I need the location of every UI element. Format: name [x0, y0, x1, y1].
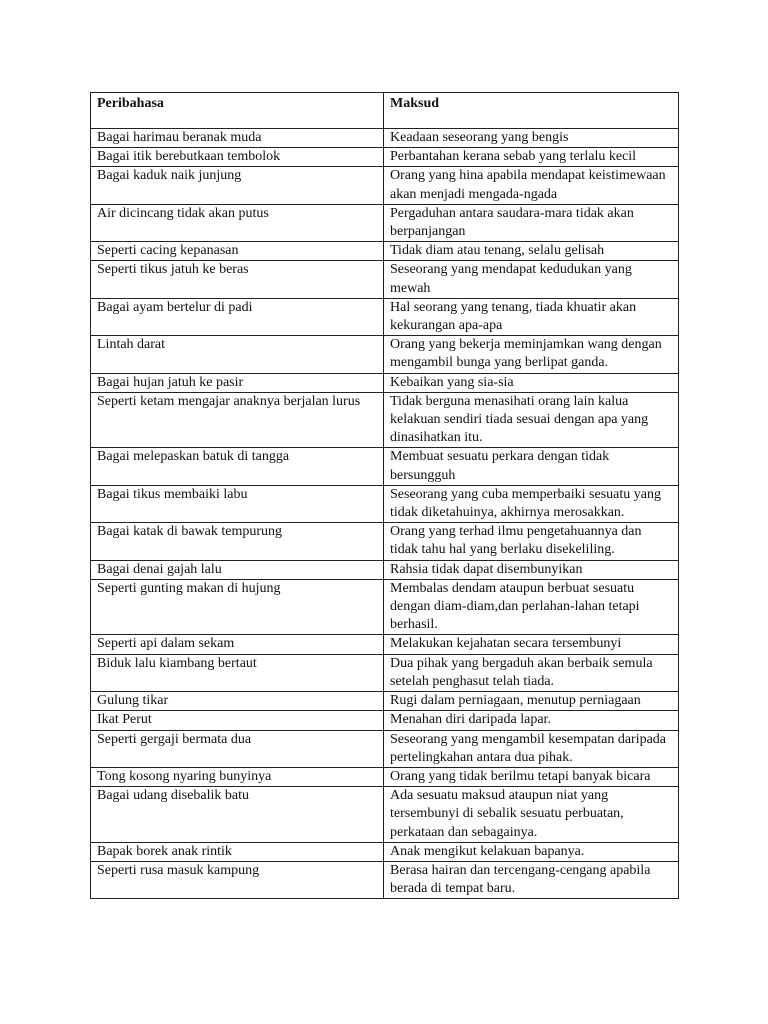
- proverb-cell: Seperti gergaji bermata dua: [91, 730, 384, 767]
- proverb-cell: Bagai udang disebalik batu: [91, 787, 384, 843]
- table-row: [91, 579, 679, 635]
- meaning-cell: Tidak berguna menasihati orang lain kalua kelakuan sendiri tiada sesuai dengan apa yang dinasihatkan itu.: [384, 392, 679, 448]
- table-body: [91, 129, 679, 899]
- table-row: [91, 373, 679, 392]
- proverb-cell: Bagai denai gajah lalu: [91, 560, 384, 579]
- table-row: [91, 392, 679, 448]
- meaning-cell: Orang yang terhad ilmu pengetahuannya dan tidak tahu hal yang berlaku disekeliling.: [384, 523, 679, 560]
- proverb-cell: Seperti gunting makan di hujung: [91, 579, 384, 635]
- table-row: [91, 204, 679, 241]
- table-row: [91, 635, 679, 654]
- meaning-cell: Rahsia tidak dapat disembunyikan: [384, 560, 679, 579]
- proverb-cell: Ikat Perut: [91, 711, 384, 730]
- table-row: [91, 148, 679, 167]
- table-row: [91, 242, 679, 261]
- proverb-cell: Seperti cacing kepanasan: [91, 242, 384, 261]
- meaning-cell: Ada sesuatu maksud ataupun niat yang tersembunyi di sebalik sesuatu perbuatan, perkataan dan sebagainya.: [384, 787, 679, 843]
- proverb-cell: Seperti rusa masuk kampung: [91, 861, 384, 898]
- proverb-cell: Seperti ketam mengajar anaknya berjalan lurus: [91, 392, 384, 448]
- proverb-cell: Seperti tikus jatuh ke beras: [91, 261, 384, 298]
- proverb-cell: Bapak borek anak rintik: [91, 842, 384, 861]
- table-row: [91, 861, 679, 898]
- meaning-cell: Seseorang yang mendapat kedudukan yang mewah: [384, 261, 679, 298]
- table-row: [91, 787, 679, 843]
- proverb-cell: Lintah darat: [91, 336, 384, 373]
- proverb-cell: Biduk lalu kiambang bertaut: [91, 654, 384, 691]
- proverb-cell: Seperti api dalam sekam: [91, 635, 384, 654]
- proverb-cell: Bagai ayam bertelur di padi: [91, 298, 384, 335]
- table-row: [91, 485, 679, 522]
- table-row: [91, 730, 679, 767]
- meaning-cell: Membuat sesuatu perkara dengan tidak bersungguh: [384, 448, 679, 485]
- table-row: [91, 298, 679, 335]
- meaning-cell: Keadaan seseorang yang bengis: [384, 129, 679, 148]
- table-row: [91, 560, 679, 579]
- meaning-cell: Pergaduhan antara saudara-mara tidak akan berpanjangan: [384, 204, 679, 241]
- meaning-cell: Membalas dendam ataupun berbuat sesuatu dengan diam-diam,dan perlahan-lahan tetapi berhasil.: [384, 579, 679, 635]
- table-row: [91, 129, 679, 148]
- meaning-cell: Berasa hairan dan tercengang-cengang apabila berada di tempat baru.: [384, 861, 679, 898]
- meaning-cell: Anak mengikut kelakuan bapanya.: [384, 842, 679, 861]
- meaning-cell: Perbantahan kerana sebab yang terlalu kecil: [384, 148, 679, 167]
- proverb-cell: Bagai hujan jatuh ke pasir: [91, 373, 384, 392]
- table-row: [91, 711, 679, 730]
- proverb-cell: Bagai harimau beranak muda: [91, 129, 384, 148]
- table-row: [91, 842, 679, 861]
- table-header-row: [91, 93, 679, 129]
- meaning-cell: Orang yang bekerja meminjamkan wang dengan mengambil bunga yang berlipat ganda.: [384, 336, 679, 373]
- table-row: [91, 336, 679, 373]
- proverb-cell: Bagai itik berebutkaan tembolok: [91, 148, 384, 167]
- meaning-cell: Orang yang tidak berilmu tetapi banyak bicara: [384, 767, 679, 786]
- meaning-cell: Rugi dalam perniagaan, menutup perniagaan: [384, 692, 679, 711]
- meaning-cell: Tidak diam atau tenang, selalu gelisah: [384, 242, 679, 261]
- column-header-peribahasa: Peribahasa: [91, 93, 384, 129]
- meaning-cell: Seseorang yang cuba memperbaiki sesuatu yang tidak diketahuinya, akhirnya merosakkan.: [384, 485, 679, 522]
- table-row: [91, 261, 679, 298]
- table-row: [91, 654, 679, 691]
- proverb-cell: Bagai katak di bawak tempurung: [91, 523, 384, 560]
- proverb-cell: Bagai tikus membaiki labu: [91, 485, 384, 522]
- meaning-cell: Hal seorang yang tenang, tiada khuatir akan kekurangan apa-apa: [384, 298, 679, 335]
- column-header-maksud: Maksud: [384, 93, 679, 129]
- proverb-table: [90, 92, 679, 899]
- proverb-cell: Gulung tikar: [91, 692, 384, 711]
- proverb-cell: Tong kosong nyaring bunyinya: [91, 767, 384, 786]
- meaning-cell: Menahan diri daripada lapar.: [384, 711, 679, 730]
- meaning-cell: Melakukan kejahatan secara tersembunyi: [384, 635, 679, 654]
- table-row: [91, 767, 679, 786]
- meaning-cell: Dua pihak yang bergaduh akan berbaik semula setelah penghasut telah tiada.: [384, 654, 679, 691]
- table-row: [91, 448, 679, 485]
- table-row: [91, 523, 679, 560]
- table-row: [91, 692, 679, 711]
- meaning-cell: Kebaikan yang sia-sia: [384, 373, 679, 392]
- table-row: [91, 167, 679, 204]
- meaning-cell: Seseorang yang mengambil kesempatan daripada pertelingkahan antara dua pihak.: [384, 730, 679, 767]
- meaning-cell: Orang yang hina apabila mendapat keistimewaan akan menjadi mengada-ngada: [384, 167, 679, 204]
- proverb-cell: Air dicincang tidak akan putus: [91, 204, 384, 241]
- proverb-cell: Bagai kaduk naik junjung: [91, 167, 384, 204]
- proverb-cell: Bagai melepaskan batuk di tangga: [91, 448, 384, 485]
